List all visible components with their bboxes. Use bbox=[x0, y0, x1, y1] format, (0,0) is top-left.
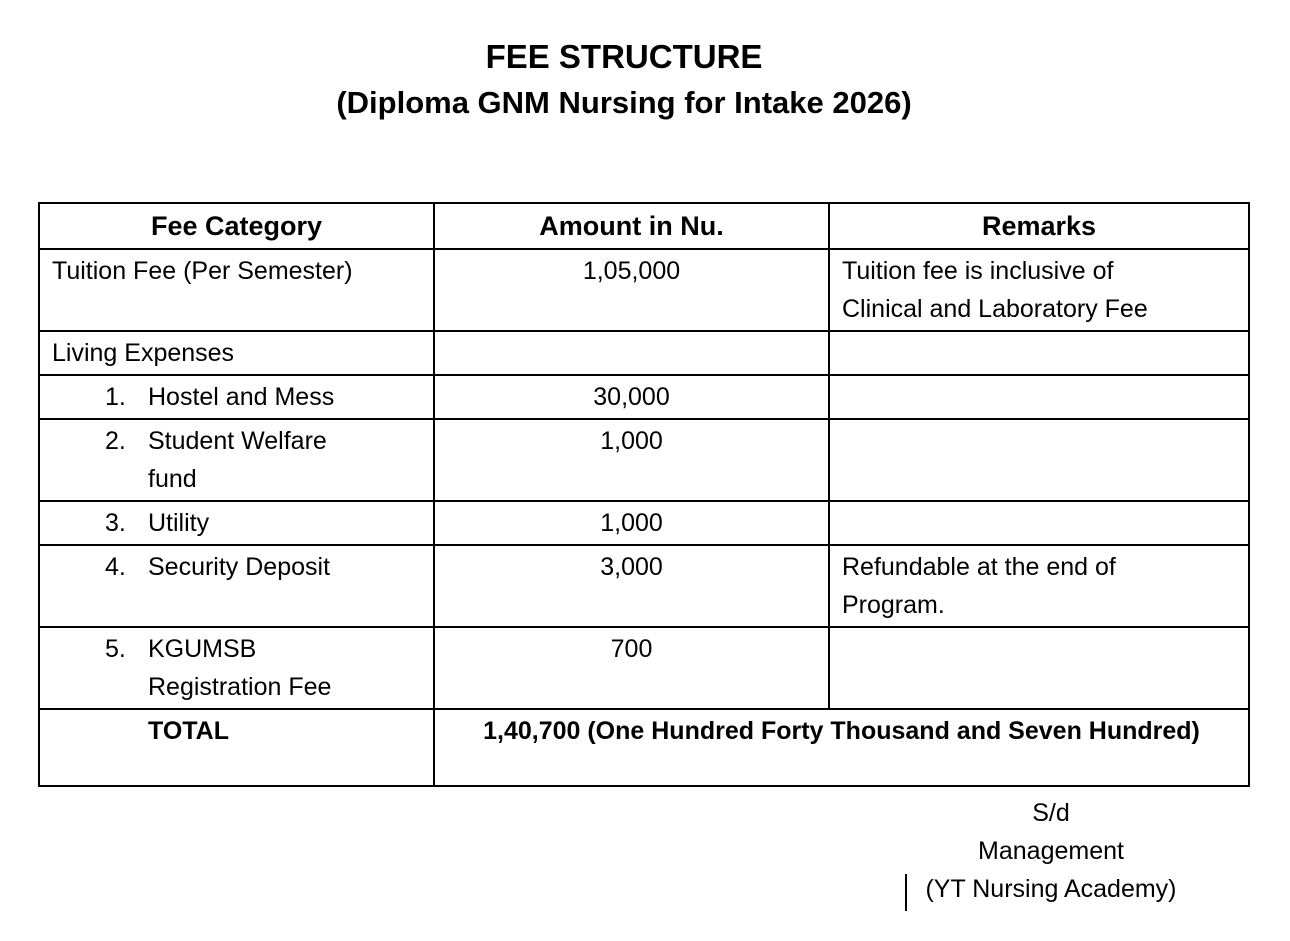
table-row-student-welfare-fund bbox=[39, 419, 1249, 501]
total-amount-text: 1,40,700 (One Hundred Forty Thousand and Seven Hundred) bbox=[483, 717, 1200, 745]
cell-remarks bbox=[829, 375, 1249, 419]
table-row-hostel-and-mess bbox=[39, 375, 1249, 419]
table-row-tuition-fee bbox=[39, 249, 1249, 331]
table-row-kgumsb-registration-fee bbox=[39, 627, 1249, 709]
list-number: 1. bbox=[105, 383, 126, 411]
signature-management-line: Management bbox=[978, 837, 1124, 865]
list-number: 2. bbox=[105, 427, 126, 455]
signature-academy-line: (YT Nursing Academy) bbox=[925, 875, 1177, 903]
list-item-text: KGUMSB Registration Fee bbox=[148, 635, 332, 701]
cell-remarks bbox=[829, 627, 1249, 709]
table-row-total bbox=[39, 709, 1249, 786]
cell-total-label bbox=[39, 709, 434, 786]
list-item-text: Utility bbox=[148, 509, 210, 537]
cell-category bbox=[39, 375, 434, 419]
remarks-text: Tuition fee is inclusive of Clinical and Laboratory Fee bbox=[842, 257, 1148, 323]
cell-amount: 1,05,000 bbox=[434, 249, 829, 331]
list-item-text: Hostel and Mess bbox=[148, 383, 335, 411]
cell-category bbox=[39, 419, 434, 501]
column-header-amount: Amount in Nu. bbox=[434, 203, 829, 249]
cell-remarks bbox=[829, 545, 1249, 627]
cell-amount bbox=[434, 331, 829, 375]
table-row-utility bbox=[39, 501, 1249, 545]
cell-remarks bbox=[829, 331, 1249, 375]
list-number: 5. bbox=[105, 635, 126, 663]
fee-structure-table bbox=[38, 202, 1250, 787]
signature-sd-line: S/d bbox=[1032, 799, 1070, 827]
column-header-remarks: Remarks bbox=[829, 203, 1249, 249]
cell-remarks bbox=[829, 501, 1249, 545]
document-title: FEE STRUCTURE bbox=[485, 38, 763, 75]
cell-amount: 700 bbox=[434, 627, 829, 709]
cell-remarks bbox=[829, 249, 1249, 331]
cell-remarks bbox=[829, 419, 1249, 501]
column-header-fee-category: Fee Category bbox=[39, 203, 434, 249]
signature-block bbox=[898, 794, 1204, 908]
cell-total-amount bbox=[434, 709, 1249, 786]
cell-category: Tuition Fee (Per Semester) bbox=[39, 249, 434, 331]
cell-amount: 3,000 bbox=[434, 545, 829, 627]
cell-amount: 1,000 bbox=[434, 501, 829, 545]
cell-category bbox=[39, 545, 434, 627]
text-cursor bbox=[905, 874, 907, 911]
table-row-security-deposit bbox=[39, 545, 1249, 627]
total-label-text: TOTAL bbox=[148, 717, 230, 745]
table-header-row bbox=[39, 203, 1249, 249]
document-page bbox=[0, 36, 1290, 941]
list-number: 3. bbox=[105, 509, 126, 537]
remarks-text: Refundable at the end of Program. bbox=[842, 553, 1116, 619]
list-item-text: Student Welfare fund bbox=[148, 427, 327, 493]
cell-category bbox=[39, 501, 434, 545]
list-number: 4. bbox=[105, 553, 126, 581]
table-row-living-expenses bbox=[39, 331, 1249, 375]
cell-amount: 30,000 bbox=[434, 375, 829, 419]
cell-category: Living Expenses bbox=[39, 331, 434, 375]
cell-amount: 1,000 bbox=[434, 419, 829, 501]
cell-category bbox=[39, 627, 434, 709]
document-subtitle: (Diploma GNM Nursing for Intake 2026) bbox=[336, 85, 912, 121]
list-item-text: Security Deposit bbox=[148, 553, 331, 581]
